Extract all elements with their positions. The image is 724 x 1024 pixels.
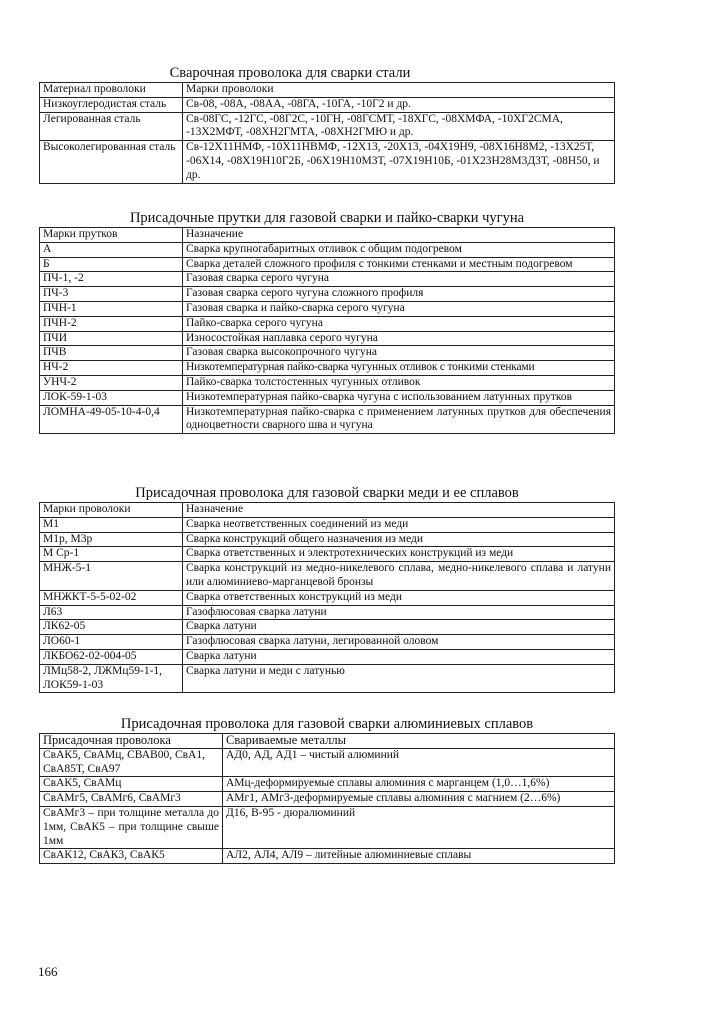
table-cell: Пайко-сварка толстостенных чугунных отливок (183, 375, 615, 390)
table-cell: Газофлюсовая сварка латуни (183, 605, 615, 620)
table-row (40, 141, 615, 183)
table-cell: Газовая сварка серого чугуна (183, 272, 615, 287)
table-row (40, 590, 615, 605)
table-row (40, 112, 615, 141)
table-cell: АМг1, АМг3-деформируемые сплавы алюминия с магнием (2…6%) (223, 792, 615, 807)
table-cell: Сварка латуни и меди с латунью (183, 664, 615, 693)
table-cell: АД0, АД, АД1 – чистый алюминий (223, 748, 615, 777)
table-cell: АЛ2, АЛ4, АЛ9 – литейные алюминиевые сплавы (223, 849, 615, 864)
table-row (40, 375, 615, 390)
table-row (40, 331, 615, 346)
column-header: Присадочная проволока (40, 734, 223, 749)
table-row (40, 532, 615, 547)
table-cell: СвАМг5, СвАМг6, СвАМг3 (40, 792, 223, 807)
section-copper-wire (39, 485, 615, 693)
table-row (40, 257, 615, 272)
section-title: Присадочная проволока для газовой сварки меди и ее сплавов (135, 485, 519, 501)
column-header: Марки проволоки (40, 503, 183, 518)
table-cell: ПЧВ (40, 346, 183, 361)
table-cell: ПЧН-1 (40, 301, 183, 316)
table-cell: М Ср-1 (40, 547, 183, 562)
table-cell: ПЧН-2 (40, 316, 183, 331)
table-cell: МНЖ-5-1 (40, 562, 183, 591)
table-cell: Д16, В-95 - дюралюминий (223, 806, 615, 848)
table-cell: Св-08, -08А, -08АА, -08ГА, -10ГА, -10Г2 и др. (183, 97, 615, 112)
table-cell: Сварка конструкций общего назначения из меди (183, 532, 615, 547)
table-row (40, 517, 615, 532)
table-row (40, 806, 615, 848)
table-cell: Газовая сварка и пайко-сварка серого чугуна (183, 301, 615, 316)
section-steel-wire (39, 65, 615, 184)
table-cell: СвАК5, СвАМц (40, 777, 223, 792)
table-cell: МНЖКТ-5-5-02-02 (40, 590, 183, 605)
section-title: Сварочная проволока для сварки стали (169, 65, 411, 81)
table-row (40, 620, 615, 635)
table-cell: Св-08ГС, -12ГС, -08Г2С, -10ГН, -08ГСМТ, -18ХГС, -08ХМФА, -10ХГ2СМА, -13Х2МФТ, -08ХН2ГМТА, -08ХН2ГМЮ и др. (183, 112, 615, 141)
table-cell: Высоколегированная сталь (40, 141, 183, 183)
table-cell: Низкотемпературная пайко-сварка чугунных отливок с тонкими стенками (183, 361, 615, 376)
table-row (40, 361, 615, 376)
copper-wire-table (39, 502, 615, 693)
table-row (40, 664, 615, 693)
table-cell: СвАМг3 – при толщине металла до 1мм, СвАК5 – при толщине свыше 1мм (40, 806, 223, 848)
column-header: Назначение (183, 228, 615, 243)
table-cell: Низкотемпературная пайко-сварка с применением латунных прутков для обеспечения одноцветности сварного шва и чугуна (183, 405, 615, 434)
table-cell: М1р, М3р (40, 532, 183, 547)
table-cell: Б (40, 257, 183, 272)
table-cell: СвАК12, СвАК3, СвАК5 (40, 849, 223, 864)
table-cell: Сварка латуни (183, 649, 615, 664)
column-header: Назначение (183, 503, 615, 518)
table-cell: Сварка ответственных конструкций из меди (183, 590, 615, 605)
table-row (40, 792, 615, 807)
table-cell: Сварка неответственных соединений из меди (183, 517, 615, 532)
table-cell: ПЧИ (40, 331, 183, 346)
table-row (40, 97, 615, 112)
aluminum-wire-table (39, 733, 615, 864)
table-header-row (40, 83, 615, 98)
table-cell: ЛОК-59-1-03 (40, 390, 183, 405)
table-row (40, 346, 615, 361)
table-cell: АМц-деформируемые сплавы алюминия с марганцем (1,0…1,6%) (223, 777, 615, 792)
table-row (40, 272, 615, 287)
column-header: Марки прутков (40, 228, 183, 243)
table-cell: ПЧ-1, -2 (40, 272, 183, 287)
page-number: 166 (38, 964, 58, 979)
cast-iron-rods-table (39, 227, 615, 434)
table-row (40, 405, 615, 434)
section-title: Присадочные прутки для газовой сварки и пайко-сварки чугуна (129, 210, 525, 226)
table-cell: Сварка конструкций из медно-никелевого сплава, медно-никелевого сплава и латуни или алюминиево-марганцевой бронзы (183, 562, 615, 591)
table-cell: ЛОМНА-49-05-10-4-0,4 (40, 405, 183, 434)
table-cell: ЛО60-1 (40, 635, 183, 650)
table-header-row (40, 734, 615, 749)
table-cell: Пайко-сварка серого чугуна (183, 316, 615, 331)
table-row (40, 242, 615, 257)
table-cell: Низкоуглеродистая сталь (40, 97, 183, 112)
table-cell: Легированная сталь (40, 112, 183, 141)
section-title: Присадочная проволока для газовой сварки алюминиевых сплавов (120, 716, 534, 732)
steel-wire-table (39, 82, 615, 184)
table-cell: Сварка ответственных и электротехнических конструкций из меди (183, 547, 615, 562)
table-row (40, 649, 615, 664)
table-cell: УНЧ-2 (40, 375, 183, 390)
table-row (40, 390, 615, 405)
table-row (40, 635, 615, 650)
table-row (40, 287, 615, 302)
table-cell: ЛК62-05 (40, 620, 183, 635)
table-row (40, 849, 615, 864)
table-row (40, 562, 615, 591)
table-row (40, 316, 615, 331)
section-aluminum-wire (39, 716, 615, 864)
table-row (40, 748, 615, 777)
table-cell: Сварка латуни (183, 620, 615, 635)
column-header: Марки проволоки (183, 83, 615, 98)
table-header-row (40, 503, 615, 518)
table-row (40, 301, 615, 316)
table-cell: Низкотемпературная пайко-сварка чугуна с использованием латунных прутков (183, 390, 615, 405)
table-cell: Л63 (40, 605, 183, 620)
table-row (40, 777, 615, 792)
table-cell: Газофлюсовая сварка латуни, легированной оловом (183, 635, 615, 650)
table-cell: СвАК5, СвАМц, СВАВ00, СвА1, СвА85Т, СвА97 (40, 748, 223, 777)
table-row (40, 547, 615, 562)
section-cast-iron-rods (39, 210, 615, 434)
column-header: Материал проволоки (40, 83, 183, 98)
table-cell: А (40, 242, 183, 257)
table-cell: ПЧ-3 (40, 287, 183, 302)
table-cell: ЛКБО62-02-004-05 (40, 649, 183, 664)
table-cell: Сварка крупногабаритных отливок с общим подогревом (183, 242, 615, 257)
table-header-row (40, 228, 615, 243)
table-cell: Газовая сварка серого чугуна сложного профиля (183, 287, 615, 302)
table-cell: Сварка деталей сложного профиля с тонкими стенками и местным подогревом (183, 257, 615, 272)
table-cell: М1 (40, 517, 183, 532)
table-row (40, 605, 615, 620)
column-header: Свариваемые металлы (223, 734, 615, 749)
table-cell: Газовая сварка высокопрочного чугуна (183, 346, 615, 361)
table-cell: ЛМц58-2, ЛЖМц59-1-1, ЛОК59-1-03 (40, 664, 183, 693)
table-cell: НЧ-2 (40, 361, 183, 376)
table-cell: Износостойкая наплавка серого чугуна (183, 331, 615, 346)
table-cell: Св-12Х11НМФ, -10Х11НВМФ, -12Х13, -20Х13, -04Х19Н9, -08Х16Н8М2, -13Х25Т, -06Х14, -08Х19Н10Г2Б, -06Х19Н10М3Т, -07Х19Н10Б, -01Х23Н28М3Д3Т, -08Н50, и др. (183, 141, 615, 183)
